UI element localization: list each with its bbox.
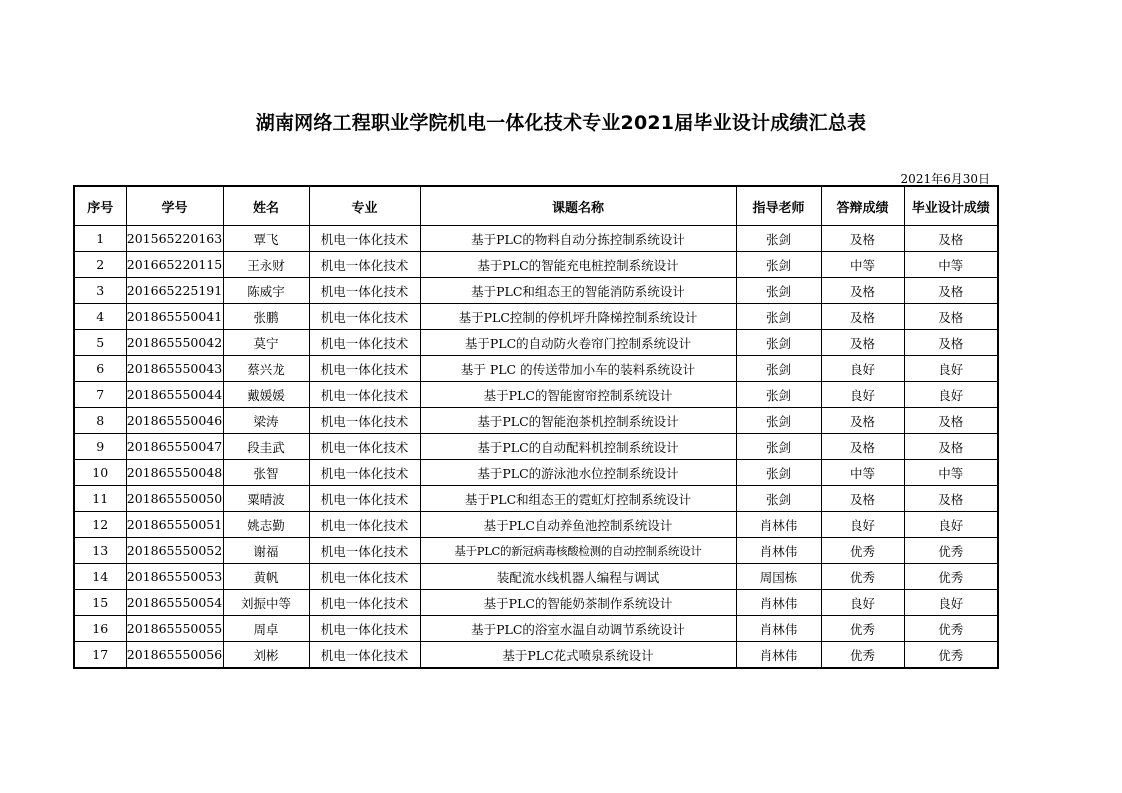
table-row bbox=[74, 356, 998, 382]
cell-topic: 基于PLC花式喷泉系统设计 bbox=[420, 642, 736, 669]
cell-major: 机电一体化技术 bbox=[309, 356, 420, 382]
cell-final-grade: 优秀 bbox=[904, 642, 998, 669]
header-name: 姓名 bbox=[223, 186, 309, 226]
cell-final-grade: 优秀 bbox=[904, 538, 998, 564]
header-major: 专业 bbox=[309, 186, 420, 226]
cell-no: 2 bbox=[74, 252, 126, 278]
cell-student-id: 201565220163 bbox=[126, 226, 223, 252]
cell-name: 张鹏 bbox=[223, 304, 309, 330]
cell-final-grade: 及格 bbox=[904, 434, 998, 460]
table-row bbox=[74, 226, 998, 252]
cell-advisor: 张剑 bbox=[736, 408, 821, 434]
cell-topic: 基于PLC的智能窗帘控制系统设计 bbox=[420, 382, 736, 408]
document-date: 2021年6月30日 bbox=[900, 172, 990, 186]
table-row bbox=[74, 278, 998, 304]
cell-no: 1 bbox=[74, 226, 126, 252]
cell-advisor: 张剑 bbox=[736, 304, 821, 330]
cell-no: 8 bbox=[74, 408, 126, 434]
cell-major: 机电一体化技术 bbox=[309, 252, 420, 278]
cell-no: 13 bbox=[74, 538, 126, 564]
cell-topic: 基于PLC和组态王的霓虹灯控制系统设计 bbox=[420, 486, 736, 512]
cell-defense-grade: 及格 bbox=[821, 226, 904, 252]
cell-advisor: 张剑 bbox=[736, 330, 821, 356]
cell-topic: 基于PLC的自动配料机控制系统设计 bbox=[420, 434, 736, 460]
cell-no: 10 bbox=[74, 460, 126, 486]
header-defense-grade: 答辩成绩 bbox=[821, 186, 904, 226]
cell-topic: 基于PLC和组态王的智能消防系统设计 bbox=[420, 278, 736, 304]
cell-major: 机电一体化技术 bbox=[309, 538, 420, 564]
cell-name: 覃飞 bbox=[223, 226, 309, 252]
cell-defense-grade: 良好 bbox=[821, 356, 904, 382]
cell-student-id: 201865550056 bbox=[126, 642, 223, 669]
cell-student-id: 201865550043 bbox=[126, 356, 223, 382]
cell-name: 段圭武 bbox=[223, 434, 309, 460]
document-title: 湖南网络工程职业学院机电一体化技术专业2021届毕业设计成绩汇总表 bbox=[255, 112, 867, 134]
table-body bbox=[74, 226, 998, 669]
cell-student-id: 201865550053 bbox=[126, 564, 223, 590]
cell-advisor: 张剑 bbox=[736, 252, 821, 278]
cell-name: 刘彬 bbox=[223, 642, 309, 669]
cell-name: 刘振中等 bbox=[223, 590, 309, 616]
cell-final-grade: 良好 bbox=[904, 382, 998, 408]
cell-topic: 基于PLC的智能泡茶机控制系统设计 bbox=[420, 408, 736, 434]
cell-no: 6 bbox=[74, 356, 126, 382]
table-row bbox=[74, 642, 998, 669]
cell-defense-grade: 及格 bbox=[821, 408, 904, 434]
cell-topic: 基于PLC的物料自动分拣控制系统设计 bbox=[420, 226, 736, 252]
table-row bbox=[74, 382, 998, 408]
cell-final-grade: 及格 bbox=[904, 278, 998, 304]
cell-major: 机电一体化技术 bbox=[309, 460, 420, 486]
cell-defense-grade: 中等 bbox=[821, 252, 904, 278]
cell-defense-grade: 中等 bbox=[821, 460, 904, 486]
cell-advisor: 张剑 bbox=[736, 460, 821, 486]
cell-student-id: 201665225191 bbox=[126, 278, 223, 304]
cell-final-grade: 优秀 bbox=[904, 616, 998, 642]
cell-major: 机电一体化技术 bbox=[309, 486, 420, 512]
cell-topic: 基于PLC的自动防火卷帘门控制系统设计 bbox=[420, 330, 736, 356]
table-header-row bbox=[74, 186, 998, 226]
cell-no: 14 bbox=[74, 564, 126, 590]
header-final-grade: 毕业设计成绩 bbox=[904, 186, 998, 226]
grades-table bbox=[73, 185, 999, 669]
cell-topic: 基于PLC的智能奶茶制作系统设计 bbox=[420, 590, 736, 616]
cell-major: 机电一体化技术 bbox=[309, 590, 420, 616]
cell-topic: 装配流水线机器人编程与调试 bbox=[420, 564, 736, 590]
cell-defense-grade: 及格 bbox=[821, 486, 904, 512]
cell-defense-grade: 优秀 bbox=[821, 616, 904, 642]
cell-student-id: 201865550055 bbox=[126, 616, 223, 642]
cell-topic: 基于PLC控制的停机坪升降梯控制系统设计 bbox=[420, 304, 736, 330]
cell-name: 王永财 bbox=[223, 252, 309, 278]
cell-major: 机电一体化技术 bbox=[309, 330, 420, 356]
cell-final-grade: 良好 bbox=[904, 590, 998, 616]
cell-major: 机电一体化技术 bbox=[309, 642, 420, 669]
table-row bbox=[74, 304, 998, 330]
header-topic: 课题名称 bbox=[420, 186, 736, 226]
cell-name: 张智 bbox=[223, 460, 309, 486]
cell-name: 粟晴波 bbox=[223, 486, 309, 512]
cell-student-id: 201865550046 bbox=[126, 408, 223, 434]
cell-topic: 基于PLC的智能充电桩控制系统设计 bbox=[420, 252, 736, 278]
cell-student-id: 201665220115 bbox=[126, 252, 223, 278]
cell-no: 4 bbox=[74, 304, 126, 330]
cell-name: 梁涛 bbox=[223, 408, 309, 434]
table-row bbox=[74, 590, 998, 616]
cell-advisor: 张剑 bbox=[736, 278, 821, 304]
cell-topic: 基于PLC的新冠病毒核酸检测的自动控制系统设计 bbox=[420, 538, 736, 564]
cell-advisor: 张剑 bbox=[736, 434, 821, 460]
cell-defense-grade: 良好 bbox=[821, 512, 904, 538]
cell-advisor: 肖林伟 bbox=[736, 590, 821, 616]
table-row bbox=[74, 538, 998, 564]
cell-major: 机电一体化技术 bbox=[309, 408, 420, 434]
cell-name: 莫宁 bbox=[223, 330, 309, 356]
cell-final-grade: 良好 bbox=[904, 512, 998, 538]
cell-advisor: 张剑 bbox=[736, 486, 821, 512]
cell-no: 9 bbox=[74, 434, 126, 460]
cell-major: 机电一体化技术 bbox=[309, 564, 420, 590]
cell-major: 机电一体化技术 bbox=[309, 226, 420, 252]
cell-name: 黄帆 bbox=[223, 564, 309, 590]
header-no: 序号 bbox=[74, 186, 126, 226]
cell-name: 戴媛媛 bbox=[223, 382, 309, 408]
cell-advisor: 肖林伟 bbox=[736, 642, 821, 669]
cell-name: 蔡兴龙 bbox=[223, 356, 309, 382]
cell-final-grade: 良好 bbox=[904, 356, 998, 382]
header-student-id: 学号 bbox=[126, 186, 223, 226]
cell-final-grade: 及格 bbox=[904, 408, 998, 434]
table-row bbox=[74, 408, 998, 434]
cell-no: 5 bbox=[74, 330, 126, 356]
cell-name: 周卓 bbox=[223, 616, 309, 642]
cell-topic: 基于PLC的浴室水温自动调节系统设计 bbox=[420, 616, 736, 642]
cell-final-grade: 中等 bbox=[904, 252, 998, 278]
cell-advisor: 张剑 bbox=[736, 382, 821, 408]
cell-final-grade: 及格 bbox=[904, 304, 998, 330]
cell-defense-grade: 及格 bbox=[821, 278, 904, 304]
cell-major: 机电一体化技术 bbox=[309, 434, 420, 460]
cell-student-id: 201865550054 bbox=[126, 590, 223, 616]
cell-name: 谢福 bbox=[223, 538, 309, 564]
cell-defense-grade: 良好 bbox=[821, 382, 904, 408]
cell-final-grade: 优秀 bbox=[904, 564, 998, 590]
cell-advisor: 周国栋 bbox=[736, 564, 821, 590]
cell-student-id: 201865550042 bbox=[126, 330, 223, 356]
table-row bbox=[74, 434, 998, 460]
cell-no: 17 bbox=[74, 642, 126, 669]
cell-final-grade: 及格 bbox=[904, 330, 998, 356]
cell-student-id: 201865550051 bbox=[126, 512, 223, 538]
cell-no: 15 bbox=[74, 590, 126, 616]
cell-final-grade: 中等 bbox=[904, 460, 998, 486]
table-row bbox=[74, 460, 998, 486]
cell-no: 3 bbox=[74, 278, 126, 304]
cell-advisor: 肖林伟 bbox=[736, 616, 821, 642]
cell-defense-grade: 及格 bbox=[821, 330, 904, 356]
cell-defense-grade: 优秀 bbox=[821, 538, 904, 564]
cell-defense-grade: 及格 bbox=[821, 304, 904, 330]
cell-major: 机电一体化技术 bbox=[309, 278, 420, 304]
cell-student-id: 201865550050 bbox=[126, 486, 223, 512]
cell-student-id: 201865550047 bbox=[126, 434, 223, 460]
cell-no: 7 bbox=[74, 382, 126, 408]
cell-no: 11 bbox=[74, 486, 126, 512]
table-row bbox=[74, 252, 998, 278]
cell-no: 12 bbox=[74, 512, 126, 538]
cell-major: 机电一体化技术 bbox=[309, 382, 420, 408]
cell-major: 机电一体化技术 bbox=[309, 512, 420, 538]
header-advisor: 指导老师 bbox=[736, 186, 821, 226]
cell-no: 16 bbox=[74, 616, 126, 642]
table-row bbox=[74, 564, 998, 590]
cell-advisor: 肖林伟 bbox=[736, 512, 821, 538]
cell-name: 陈威宇 bbox=[223, 278, 309, 304]
cell-student-id: 201865550052 bbox=[126, 538, 223, 564]
table-row bbox=[74, 616, 998, 642]
cell-topic: 基于PLC的游泳池水位控制系统设计 bbox=[420, 460, 736, 486]
cell-advisor: 张剑 bbox=[736, 356, 821, 382]
cell-defense-grade: 优秀 bbox=[821, 642, 904, 669]
cell-final-grade: 及格 bbox=[904, 226, 998, 252]
cell-advisor: 肖林伟 bbox=[736, 538, 821, 564]
table-row bbox=[74, 486, 998, 512]
cell-name: 姚志勤 bbox=[223, 512, 309, 538]
cell-defense-grade: 及格 bbox=[821, 434, 904, 460]
cell-final-grade: 及格 bbox=[904, 486, 998, 512]
cell-major: 机电一体化技术 bbox=[309, 304, 420, 330]
cell-student-id: 201865550048 bbox=[126, 460, 223, 486]
cell-topic: 基于PLC自动养鱼池控制系统设计 bbox=[420, 512, 736, 538]
cell-defense-grade: 良好 bbox=[821, 590, 904, 616]
cell-student-id: 201865550041 bbox=[126, 304, 223, 330]
cell-student-id: 201865550044 bbox=[126, 382, 223, 408]
cell-major: 机电一体化技术 bbox=[309, 616, 420, 642]
cell-defense-grade: 优秀 bbox=[821, 564, 904, 590]
table-row bbox=[74, 330, 998, 356]
table-row bbox=[74, 512, 998, 538]
cell-topic: 基于 PLC 的传送带加小车的装料系统设计 bbox=[420, 356, 736, 382]
cell-advisor: 张剑 bbox=[736, 226, 821, 252]
